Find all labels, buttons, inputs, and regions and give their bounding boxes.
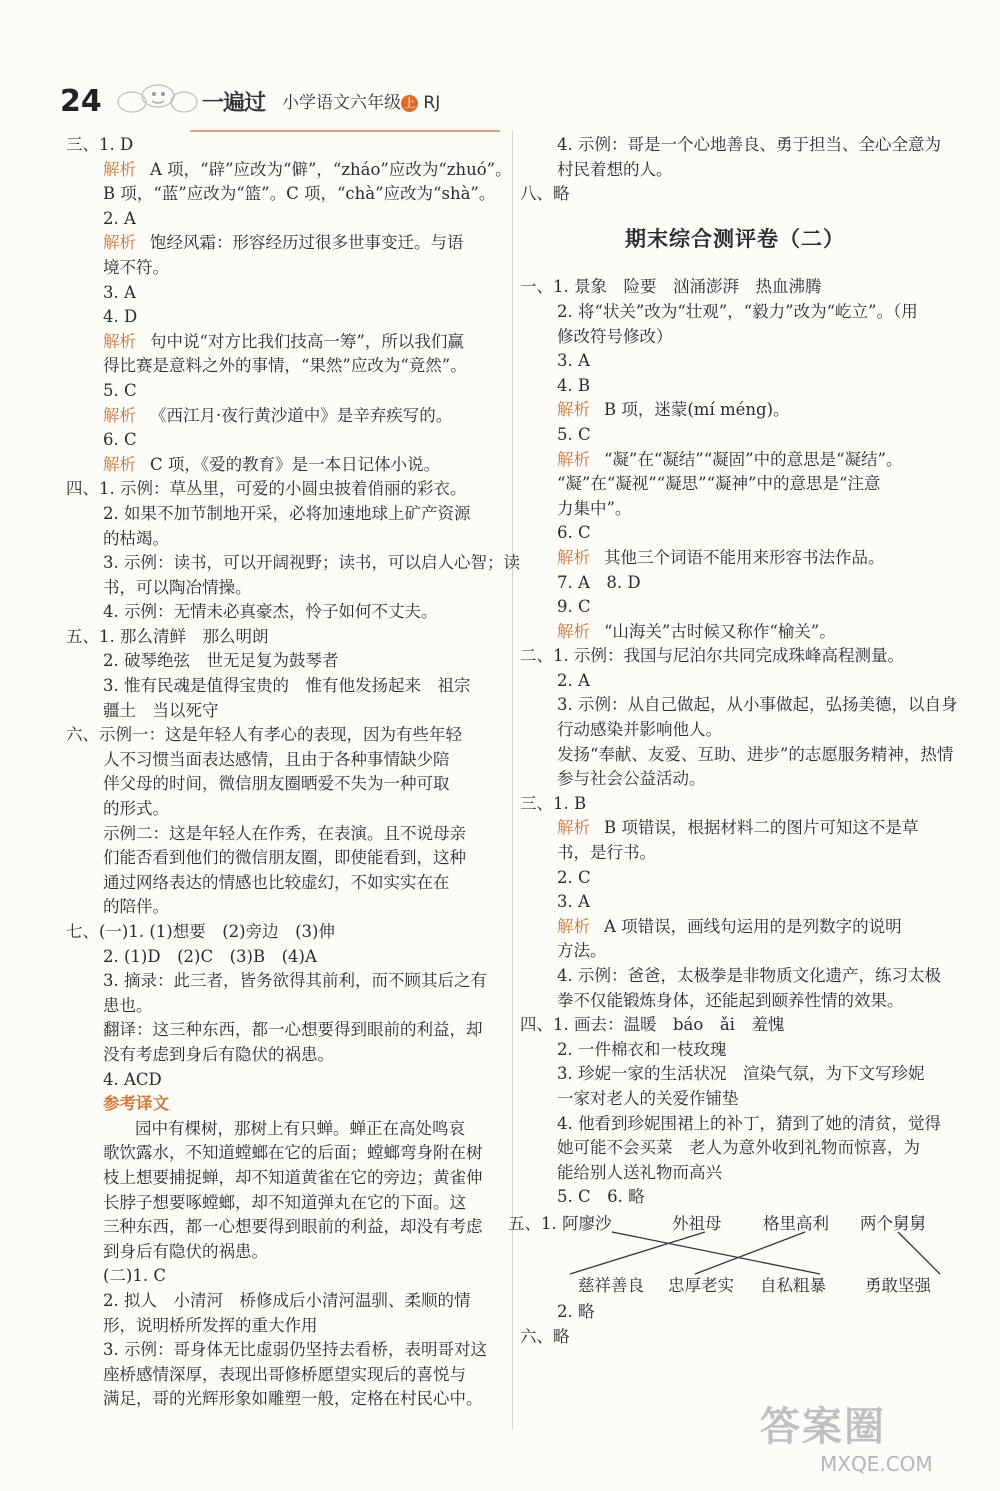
answer-line: 7. A 8. D: [557, 572, 641, 592]
analysis-line: [66, 158, 512, 183]
answer-line: 境不符。: [103, 257, 169, 277]
answer-line: 村民着想的人。: [557, 159, 673, 179]
page-number: 24: [60, 84, 102, 119]
answer-line: 4. ACD: [103, 1069, 162, 1089]
answer-line: 4. 示例：无情未必真豪杰，怜子如何不丈夫。: [103, 602, 438, 622]
answer-line: 拳不仅能锻炼身体，还能起到颐养性情的效果。: [557, 990, 904, 1010]
answer-line: 疆土 当以死守: [103, 700, 219, 720]
analysis-label: 解析: [557, 547, 590, 567]
answer-line: B 项，“蓝”应改为“篮”。C 项，“chà”应改为“shà”。: [103, 184, 496, 204]
answer-line: 形，说明桥所发挥的重大作用: [103, 1315, 318, 1335]
answer-line: 2. 拟人 小清河 桥修成后小清河温驯、柔顺的情: [103, 1290, 471, 1310]
section-answer-line: 三、1. D: [66, 135, 134, 154]
answer-line: 5. C: [557, 424, 591, 444]
answer-line: 的枯竭。: [103, 528, 169, 548]
term-badge: 上: [401, 95, 418, 112]
analysis-line: [66, 404, 502, 429]
watermark: [760, 1395, 933, 1476]
answer-line: 6. C: [557, 523, 591, 543]
answer-line: 患也。: [103, 995, 153, 1015]
answer-line: 伴父母的时间，微信朋友圈晒爱不失为一种可取: [103, 774, 450, 794]
answer-line: 参与社会公益活动。: [557, 769, 706, 789]
section-answer-line: 四、1. 画去：温暖 báo ǎi 羞愧: [520, 1015, 785, 1035]
answer-line: (二)1. C: [103, 1266, 166, 1286]
answer-line: 人不习惯当面表达感情，且由于各种事情缺少陪: [103, 749, 450, 769]
answer-line: 修改符号修改）: [557, 326, 673, 346]
header-divider: [190, 130, 500, 132]
analysis-text: “凝”在“凝结”“凝固”中的意思是“凝结”。: [604, 449, 903, 469]
answer-line: 座桥感情深厚，表现出哥修桥愿望实现后的喜悦与: [103, 1364, 466, 1384]
trait-label: 自私粗暴: [760, 1275, 826, 1295]
answer-line: 3. 示例：从自己做起，从小事做起，弘扬美德，以自身: [557, 695, 958, 715]
analysis-text: 《西江月·夜行黄沙道中》是辛弃疾写的。: [150, 405, 453, 425]
answer-line: 4. 示例：哥是一个心地善良、勇于担当、全心全意为: [557, 135, 941, 154]
analysis-line: [520, 398, 950, 423]
analysis-line: [520, 915, 950, 940]
page-header: [60, 78, 480, 122]
answer-line: 歌饮露水，不知道螳螂在它的后面；螳螂弯身附在树: [103, 1143, 483, 1163]
answer-line: 3. 摘录：此三者，皆务欲得其前利，而不顾其后之有: [103, 971, 487, 991]
answer-line: 3. 珍妮一家的生活状况 渲染气氛，为下文写珍妮: [557, 1064, 925, 1084]
answer-line: 没有考虑到身后有隐伏的祸患。: [103, 1044, 334, 1064]
answer-line: 2. C: [557, 867, 591, 887]
answer-line: 到身后有隐伏的祸患。: [103, 1241, 268, 1261]
analysis-line: [520, 816, 950, 841]
answer-line: 方法。: [557, 941, 607, 961]
analysis-label: 解析: [557, 818, 590, 838]
answer-line: 3. A: [557, 351, 590, 371]
answer-line: 示例二：这是年轻人在作秀，在表演。且不说母亲: [103, 823, 466, 843]
answer-line: 们能否看到他们的微信朋友圈，即使能看到，这种: [103, 848, 466, 868]
right-end-block: [520, 1300, 950, 1349]
analysis-label: 解析: [103, 233, 136, 253]
answer-line: 2. 略: [557, 1301, 595, 1321]
analysis-label: 解析: [103, 331, 136, 351]
brand-logo: 一遍过: [202, 91, 266, 116]
analysis-text: “山海关”古时候又称作“榆关”。: [604, 621, 836, 641]
answer-line: 的陪伴。: [103, 897, 169, 917]
answer-line: 3. A: [557, 892, 590, 912]
analysis-line: [66, 330, 502, 355]
answer-line: 行动感染并影响他人。: [557, 720, 722, 740]
right-top-block: [520, 133, 950, 207]
analysis-text: A 项错误，画线句运用的是列数字的说明: [604, 916, 902, 936]
answer-line: 2. 将“状关”改为“壮观”，“毅力”改为“屹立”。（用: [557, 301, 918, 321]
answer-line: 5. C 6. 略: [557, 1187, 645, 1207]
section-answer-line: 八、略: [520, 184, 570, 204]
analysis-text: 句中说“对方比我们技高一筹”，所以我们赢: [150, 331, 464, 351]
character-name: 格里高利: [763, 1213, 829, 1233]
answer-line: 2. 破琴绝弦 世无足复为鼓琴者: [103, 651, 339, 671]
analysis-label: 解析: [103, 454, 136, 474]
answer-line: 3. 惟有民魂是值得宝贵的 惟有他发扬起来 祖宗: [103, 676, 471, 696]
section-answer-line: 四、1. 示例：草丛里，可爱的小圆虫披着俏丽的彩衣。: [66, 479, 467, 499]
answer-line: 一家对老人的关爱作铺垫: [557, 1088, 739, 1108]
trait-label: 勇敢坚强: [865, 1275, 931, 1295]
analysis-text: B 项错误，根据材料二的图片可知这不是草: [604, 818, 919, 838]
character-name: 阿廖沙: [562, 1213, 612, 1233]
answer-line: 2. A: [103, 208, 136, 228]
analysis-line: [520, 448, 950, 473]
answer-line: 三种东西，都一心想要得到眼前的利益，却没有考虑: [103, 1217, 483, 1237]
matching-lead: 五、1.: [508, 1213, 557, 1233]
section-title: 期末综合测评卷（二）: [625, 226, 845, 251]
analysis-label: 解析: [103, 159, 136, 179]
answer-line: 通过网络表达的情感也比较虚幻，不如实实在在: [103, 872, 450, 892]
analysis-line: [66, 453, 502, 478]
answer-line: 长脖子想要啄螳螂，却不知道弹丸在它的下面。这: [103, 1192, 466, 1212]
section-answer-line: 二、1. 示例：我国与尼泊尔共同完成珠峰高程测量。: [520, 646, 904, 666]
answer-line: 3. 示例：哥身体无比虚弱仍坚持去看桥，表明哥对这: [103, 1340, 487, 1360]
answer-line: 4. D: [103, 307, 138, 327]
answer-line: 3. A: [103, 282, 136, 302]
analysis-text: C 项，《爱的教育》是一本日记体小说。: [150, 454, 441, 474]
analysis-line: [66, 231, 502, 256]
analysis-text: 饱经风霜：形容经历过很多世事变迁。与语: [150, 233, 464, 253]
section-answer-line: 三、1. B: [520, 793, 587, 813]
analysis-label: 解析: [557, 621, 590, 641]
section-answer-line: 一、1. 景象 险要 汹涌澎湃 热血沸腾: [520, 277, 822, 297]
analysis-label: 解析: [557, 400, 590, 420]
answer-line: 4. 他看到珍妮围裙上的补丁，猜到了她的清贫，觉得: [557, 1113, 941, 1133]
answer-line: 4. 示例：爸爸，太极拳是非物质文化遗产，练习太极: [557, 966, 941, 985]
character-name: 外祖母: [672, 1213, 722, 1233]
answer-line: 能给别人送礼物而高兴: [557, 1162, 722, 1182]
answer-line: 4. B: [557, 375, 591, 395]
answer-line: 5. C: [103, 380, 137, 400]
analysis-line: [520, 546, 950, 571]
answer-line: 枝上想要捕捉蝉，却不知道黄雀在它的旁边；黄雀伸: [103, 1167, 483, 1187]
analysis-label: 解析: [557, 916, 590, 936]
left-column: [66, 133, 520, 1412]
answer-line: 6. C: [103, 430, 137, 450]
trait-label: 忠厚老实: [668, 1275, 734, 1295]
reference-title: 参考译文: [103, 1094, 169, 1114]
section-answer-line: 五、1. 那么清鲜 那么明朗: [66, 626, 269, 646]
book-subject: 小学语文六年级 上 RJ: [282, 93, 441, 113]
analysis-text: 其他三个词语不能用来形容书法作品。: [604, 547, 885, 567]
section-answer-line: 六、示例一：这是年轻人有孝心的表现，因为有些年轻: [66, 725, 462, 745]
answer-line: 2. (1)D (2)C (3)B (4)A: [103, 946, 317, 966]
character-name: 两个舅舅: [860, 1213, 926, 1233]
answer-line: 她可能不会买菜 老人为意外收到礼物而惊喜，为: [557, 1138, 920, 1158]
answer-line: 书，是行书。: [557, 843, 656, 863]
watermark-url: MXQE.COM: [820, 1452, 933, 1476]
answer-line: 的形式。: [103, 799, 169, 819]
answer-line: 2. A: [557, 670, 590, 690]
analysis-label: 解析: [103, 405, 136, 425]
section-answer-line: 六、略: [520, 1326, 570, 1346]
trait-label: 慈祥善良: [578, 1275, 644, 1295]
answer-line: 书，可以陶冶情操。: [103, 577, 252, 597]
answer-line: “凝”在“凝视”“凝思”“凝神”中的意思是“注意: [557, 474, 881, 494]
analysis-text: B 项，迷蒙(mí méng)。: [604, 400, 790, 420]
matching-exercise: [508, 1212, 950, 1300]
answer-line: 满足，哥的光辉形象如雕塑一般，定格在村民心中。: [103, 1389, 483, 1409]
section-answer-line: 七、(一)1. (1)想要 (2)旁边 (3)伸: [66, 922, 335, 941]
answer-line: 2. 一件棉衣和一枝玫瑰: [557, 1039, 727, 1059]
analysis-label: 解析: [557, 449, 590, 469]
answer-line: 3. 示例：读书，可以开阔视野；读书，可以启人心智；读: [103, 553, 520, 573]
answer-line: 翻译：这三种东西，都一心想要得到眼前的利益，却: [103, 1020, 483, 1040]
analysis-text: A 项，“辟”应改为“僻”，“zháo”应改为“zhuó”。: [150, 159, 512, 179]
right-main-block: [520, 275, 958, 1210]
analysis-line: [520, 620, 950, 645]
right-column: [508, 133, 958, 1349]
answer-line: 2. 如果不加节制地开采，必将加速地球上矿产资源: [103, 503, 471, 523]
answer-line: 园中有棵树，那树上有只蝉。蝉正在高处鸣哀: [135, 1118, 465, 1138]
cartoon-decoration-icon: [112, 78, 204, 118]
watermark-logo: 答案圈: [760, 1404, 886, 1450]
answer-line: 力集中”。: [557, 498, 632, 518]
answer-line: 发扬“奉献、友爱、互助、进步”的志愿服务精神，热情: [557, 744, 954, 764]
answer-line: 9. C: [557, 597, 591, 617]
answer-line: 得比赛是意料之外的事情，“果然”应改为“竟然”。: [103, 356, 467, 376]
